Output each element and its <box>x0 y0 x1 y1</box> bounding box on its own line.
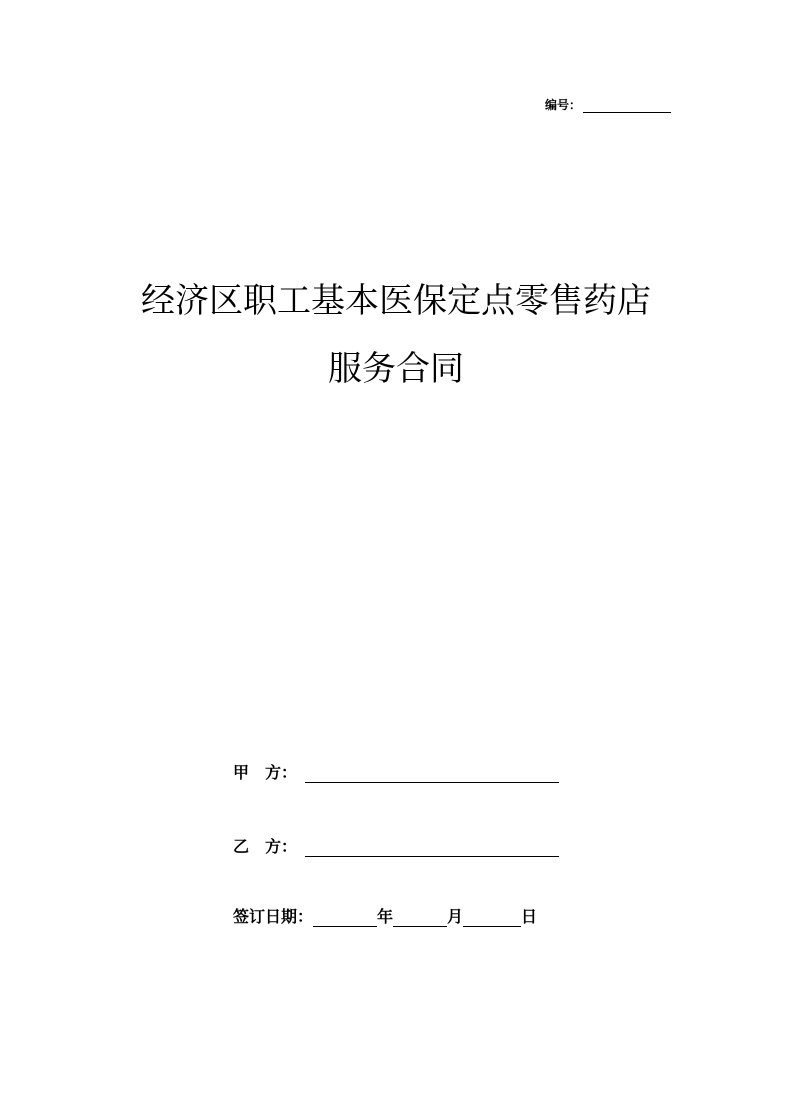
party-b-blank[interactable] <box>305 838 559 857</box>
party-b-row <box>233 834 559 857</box>
party-a-label: 甲 方： <box>233 763 298 782</box>
signing-day-blank[interactable] <box>463 908 521 927</box>
document-number <box>545 96 671 113</box>
signing-month-blank[interactable] <box>393 908 447 927</box>
signing-year-label: 年 <box>377 907 394 926</box>
contract-title-line1: 经济区职工基本医保定点零售药店 <box>141 281 651 321</box>
party-b-label: 乙 方： <box>233 837 298 856</box>
document-number-blank[interactable] <box>583 100 671 113</box>
signing-month-label: 月 <box>447 907 464 926</box>
signing-year-blank[interactable] <box>313 908 377 927</box>
signing-day-label: 日 <box>521 907 538 926</box>
contract-title-line2: 服务合同 <box>328 349 464 389</box>
party-a-row <box>233 760 559 783</box>
document-number-label: 编号： <box>545 98 582 112</box>
party-a-blank[interactable] <box>305 764 559 783</box>
signing-date-row <box>233 904 537 927</box>
signing-date-label: 签订日期： <box>233 907 314 926</box>
